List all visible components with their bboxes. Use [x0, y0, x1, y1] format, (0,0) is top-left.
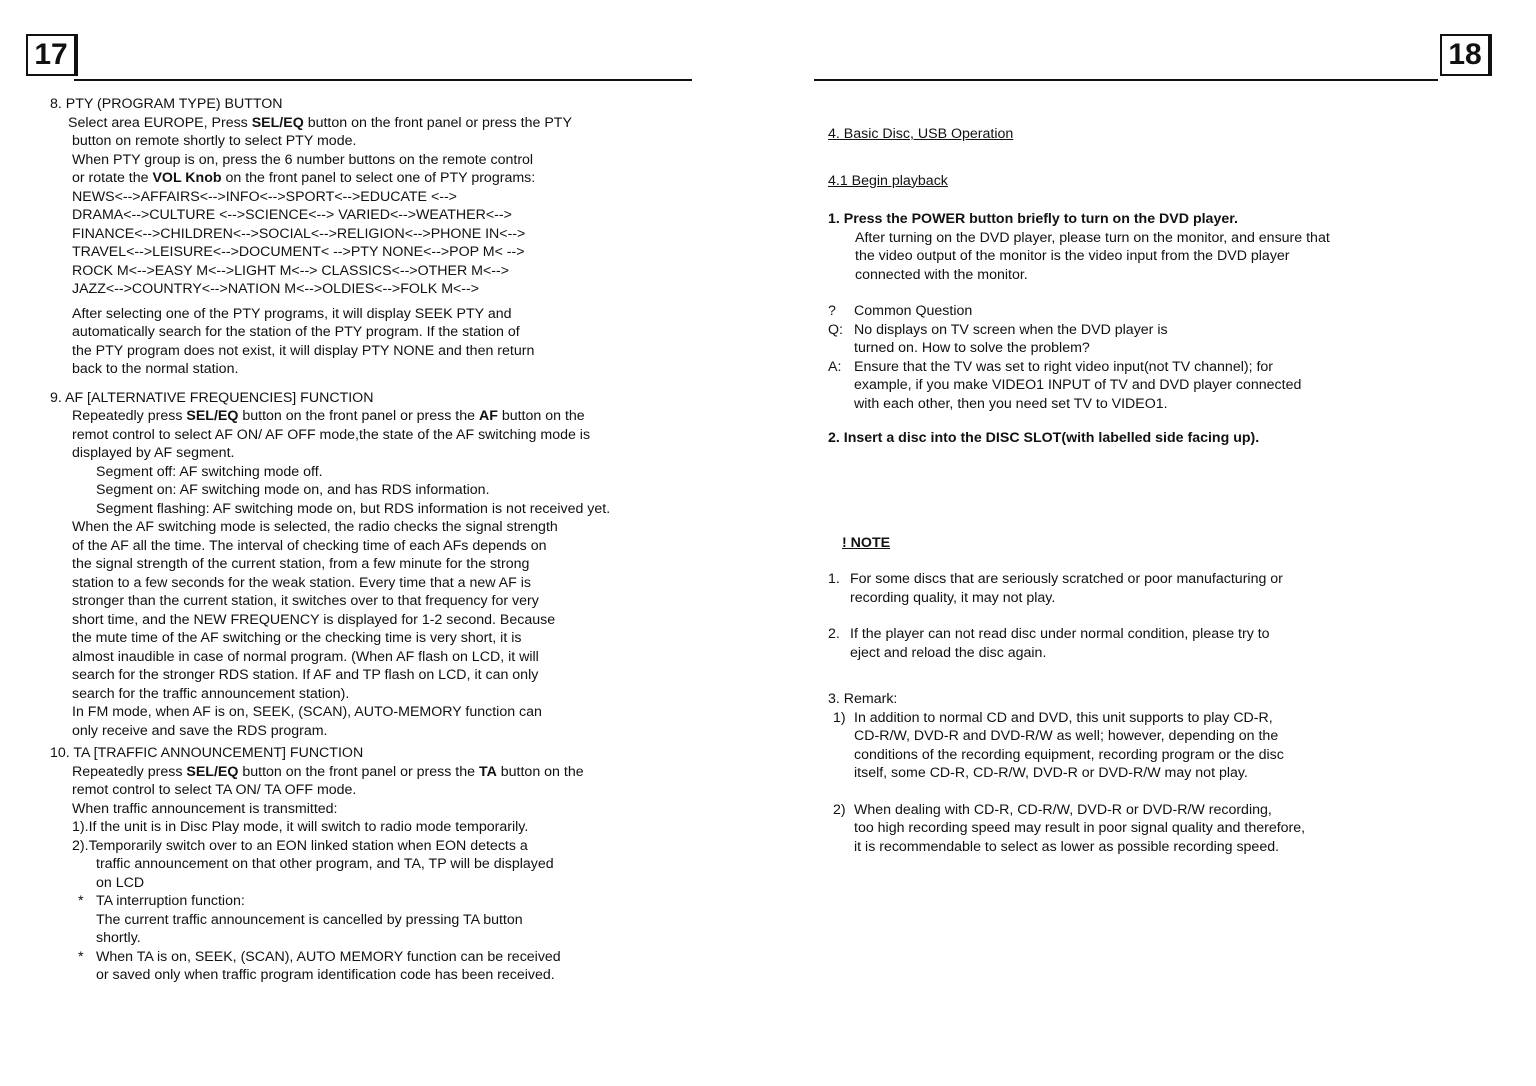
af-line: Repeatedly press SEL/EQ button on the front panel or press the AF button on the	[72, 408, 585, 424]
remark-item: 1) In addition to normal CD and DVD, this unit supports to play CD-R,	[833, 709, 1273, 726]
af-paragraph: search for the traffic announcement station).	[72, 685, 350, 702]
header-rule-left	[74, 79, 692, 81]
af-paragraph: the signal strength of the current station, from a few minute for the strong	[72, 556, 530, 572]
note-item: 2. If the player can not read disc under normal condition, please try to	[828, 626, 1270, 642]
remark-item-cont: too high recording speed may result in poor signal quality and therefore,	[854, 820, 1306, 836]
af-paragraph: short time, and the NEW FREQUENCY is displayed for 1-2 second. Because	[72, 611, 556, 628]
af-paragraph: stronger than the current station, it switches over to that frequency for very	[72, 593, 539, 609]
af-paragraph: only receive and save the RDS program.	[72, 722, 328, 739]
remark-item: 2) When dealing with CD-R, CD-R/W, DVD-R or DVD-R/W recording,	[833, 801, 1272, 818]
pty-line: or rotate the VOL Knob on the front panel to select one of PTY programs:	[72, 170, 536, 186]
right-page	[768, 0, 1536, 1086]
right-content	[828, 125, 1428, 856]
ta-numbered-item: 2).Temporarily switch over to an EON linked station when EON detects a	[72, 837, 528, 854]
faq-answer-cont: with each other, then you need set TV to VIDEO1.	[854, 395, 1168, 412]
step2-title: 2. Insert a disc into the DISC SLOT(with labelled side facing up).	[828, 430, 1260, 446]
header-rule-right	[814, 79, 1438, 81]
af-line: remot control to select AF ON/ AF OFF mode,the state of the AF switching mode is	[72, 426, 591, 443]
pty-program-list: DRAMA<-->CULTURE <-->SCIENCE<--> VARIED<-->WEATHER<-->	[72, 207, 512, 223]
section-title-af: 9. AF [ALTERNATIVE FREQUENCIES] FUNCTION	[50, 389, 374, 406]
faq-question: Q: No displays on TV screen when the DVD player is	[828, 321, 1168, 338]
af-segment-item: Segment on: AF switching mode on, and has RDS information.	[96, 482, 490, 498]
ta-bullet-item: * When TA is on, SEEK, (SCAN), AUTO MEMORY function can be received	[78, 948, 561, 965]
af-paragraph: almost inaudible in case of normal program. (When AF flash on LCD, it will	[72, 648, 539, 665]
ta-line: remot control to select TA ON/ TA OFF mode.	[72, 782, 357, 798]
faq-question-cont: turned on. How to solve the problem?	[854, 340, 1090, 356]
af-segment-item: Segment flashing: AF switching mode on, but RDS information is not received yet.	[96, 500, 611, 517]
step1-line: After turning on the DVD player, please turn on the monitor, and ensure that	[855, 229, 1330, 246]
ta-line: Repeatedly press SEL/EQ button on the front panel or press the TA button on the	[72, 763, 584, 780]
pty-paragraph: After selecting one of the PTY programs, it will display SEEK PTY and	[72, 305, 512, 322]
ta-bullet-cont: The current traffic announcement is cancelled by pressing TA button	[96, 911, 523, 928]
page-number-right: 18	[1440, 34, 1492, 76]
pty-program-list: NEWS<-->AFFAIRS<-->INFO<-->SPORT<-->EDUCATE <-->	[72, 188, 457, 205]
af-paragraph: the mute time of the AF switching or the checking time is very short, it is	[72, 630, 522, 646]
af-paragraph: of the AF all the time. The interval of checking time of each AFs depends on	[72, 537, 547, 554]
af-segment-item: Segment off: AF switching mode off.	[96, 463, 323, 480]
pty-program-list: FINANCE<-->CHILDREN<-->SOCIAL<-->RELIGION<-->PHONE IN<-->	[72, 225, 526, 242]
chapter-heading: 4. Basic Disc, USB Operation	[828, 126, 1014, 142]
pty-program-list: TRAVEL<-->LEISURE<-->DOCUMENT< -->PTY NONE<-->POP M< -->	[72, 244, 525, 260]
faq-answer-cont: example, if you make VIDEO1 INPUT of TV and DVD player connected	[854, 377, 1302, 393]
ta-numbered-item: 1).If the unit is in Disc Play mode, it will switch to radio mode temporarily.	[72, 819, 529, 835]
pty-paragraph: back to the normal station.	[72, 361, 239, 377]
pty-line: button on remote shortly to select PTY mode.	[72, 133, 357, 149]
left-content	[50, 95, 700, 985]
ta-numbered-cont: on LCD	[96, 874, 145, 891]
af-paragraph: When the AF switching mode is selected, the radio checks the signal strength	[72, 519, 558, 535]
pty-paragraph: the PTY program does not exist, it will display PTY NONE and then return	[72, 342, 535, 359]
remark-item-cont: it is recommendable to select as lower as possible recording speed.	[854, 838, 1280, 855]
note-item: 1. For some discs that are seriously scratched or poor manufacturing or	[828, 571, 1283, 587]
ta-line: When traffic announcement is transmitted:	[72, 800, 338, 817]
faq-intro: ? Common Question	[828, 303, 973, 319]
ta-bullet-item: * TA interruption function:	[78, 893, 245, 909]
step1-title: 1. Press the POWER button briefly to turn on the DVD player.	[828, 211, 1238, 227]
remark-item-cont: conditions of the recording equipment, recording program or the disc	[854, 746, 1284, 763]
step1-line: the video output of the monitor is the video input from the DVD player	[855, 248, 1290, 264]
note-item-cont: recording quality, it may not play.	[850, 589, 1056, 606]
af-paragraph: station to a few seconds for the weak station. Every time that a new AF is	[72, 574, 531, 591]
section-title-ta: 10. TA [TRAFFIC ANNOUNCEMENT] FUNCTION	[50, 745, 364, 761]
faq-answer: A: Ensure that the TV was set to right video input(not TV channel); for	[828, 358, 1274, 375]
ta-bullet-cont: shortly.	[96, 930, 141, 946]
note-title: ! NOTE	[842, 534, 891, 551]
pty-line: Select area EUROPE, Press SEL/EQ button on the front panel or press the PTY	[68, 114, 572, 131]
remark-item-cont: CD-R/W, DVD-R and DVD-R/W as well; however, depending on the	[854, 728, 1279, 744]
pty-line: When PTY group is on, press the 6 number buttons on the remote control	[72, 151, 534, 168]
ta-bullet-cont: or saved only when traffic program identification code has been received.	[96, 967, 555, 983]
af-paragraph: In FM mode, when AF is on, SEEK, (SCAN), AUTO-MEMORY function can	[72, 704, 542, 720]
page-number-left: 17	[26, 34, 78, 76]
section-title-pty: 8. PTY (PROGRAM TYPE) BUTTON	[50, 96, 283, 112]
subsection-heading: 4.1 Begin playback	[828, 172, 948, 189]
pty-paragraph: automatically search for the station of the PTY program. If the station of	[72, 324, 520, 340]
af-paragraph: search for the stronger RDS station. If AF and TP flash on LCD, it can only	[72, 667, 539, 683]
step1-line: connected with the monitor.	[855, 266, 1028, 283]
remark-item-cont: itself, some CD-R, CD-R/W, DVD-R or DVD-R/W may not play.	[854, 765, 1248, 781]
af-line: displayed by AF segment.	[72, 445, 235, 461]
ta-numbered-cont: traffic announcement on that other program, and TA, TP will be displayed	[96, 856, 554, 872]
note-item-cont: eject and reload the disc again.	[850, 644, 1047, 661]
pty-program-list: ROCK M<-->EASY M<-->LIGHT M<--> CLASSICS<-->OTHER M<-->	[72, 262, 510, 279]
remark-title: 3. Remark:	[828, 691, 898, 707]
pty-program-list: JAZZ<-->COUNTRY<-->NATION M<-->OLDIES<-->FOLK M<-->	[72, 281, 480, 297]
